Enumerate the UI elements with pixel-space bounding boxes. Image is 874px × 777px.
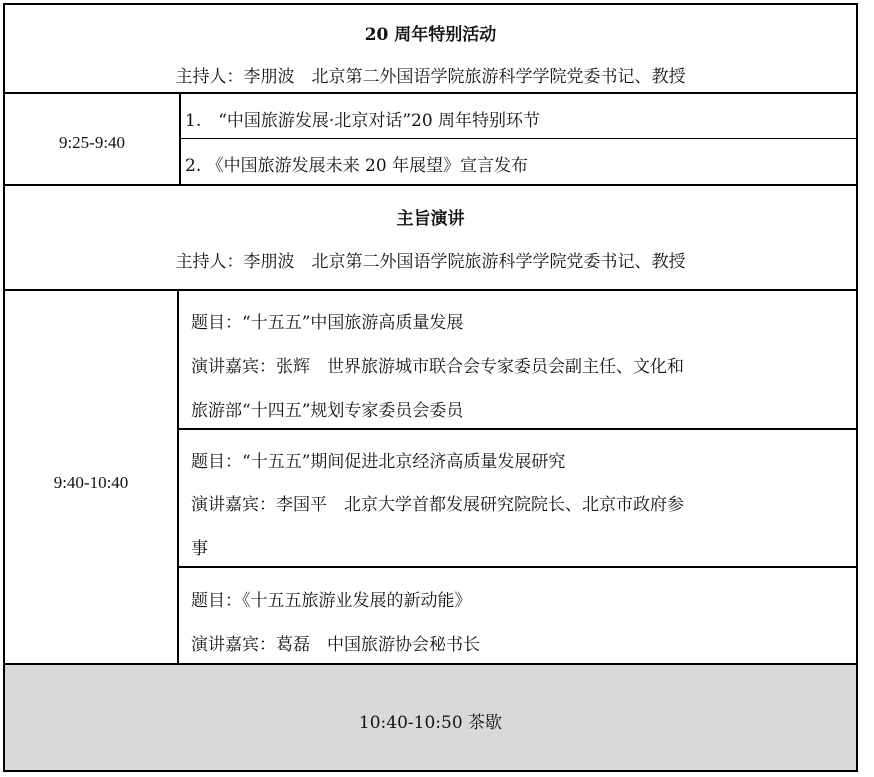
divider — [177, 428, 856, 430]
agenda-item: 2. 《中国旅游发展未来 20 年展望》宣言发布 — [185, 156, 529, 176]
talk-speaker: 事 — [191, 539, 208, 559]
talk-topic: 题目：《十五五旅游业发展的新动能》 — [191, 591, 472, 611]
divider — [5, 92, 856, 94]
talk-topic: 题目：“十五五”中国旅游高质量发展 — [191, 313, 464, 333]
column-divider — [177, 289, 179, 663]
talk-speaker: 演讲嘉宾：葛磊 中国旅游协会秘书长 — [191, 635, 480, 655]
host-line: 主持人：李朋波 北京第二外国语学院旅游科学学院党委书记、教授 — [175, 67, 686, 87]
section-title: 主旨演讲 — [396, 209, 465, 229]
section-title: 20 周年特别活动 — [364, 25, 497, 45]
host-line: 主持人：李朋波 北京第二外国语学院旅游科学学院党委书记、教授 — [175, 252, 686, 272]
talk-speaker: 演讲嘉宾：张辉 世界旅游城市联合会专家委员会副主任、文化和 — [191, 357, 684, 377]
divider — [179, 138, 856, 139]
divider — [177, 566, 856, 568]
break-label: 10:40-10:50 茶歇 — [358, 713, 503, 733]
talk-topic: 题目：“十五五”期间促进北京经济高质量发展研究 — [191, 452, 566, 472]
time-slot: 9:40-10:40 — [53, 473, 129, 492]
time-slot: 9:25-9:40 — [58, 133, 126, 152]
talk-speaker: 演讲嘉宾：李国平 北京大学首都发展研究院院长、北京市政府参 — [191, 495, 684, 515]
divider — [5, 289, 856, 291]
agenda-table — [3, 3, 858, 772]
divider — [5, 184, 856, 186]
agenda-item: 1. “中国旅游发展·北京对话”20 周年特别环节 — [185, 111, 541, 131]
talk-speaker: 旅游部“十四五”规划专家委员会委员 — [191, 401, 464, 421]
